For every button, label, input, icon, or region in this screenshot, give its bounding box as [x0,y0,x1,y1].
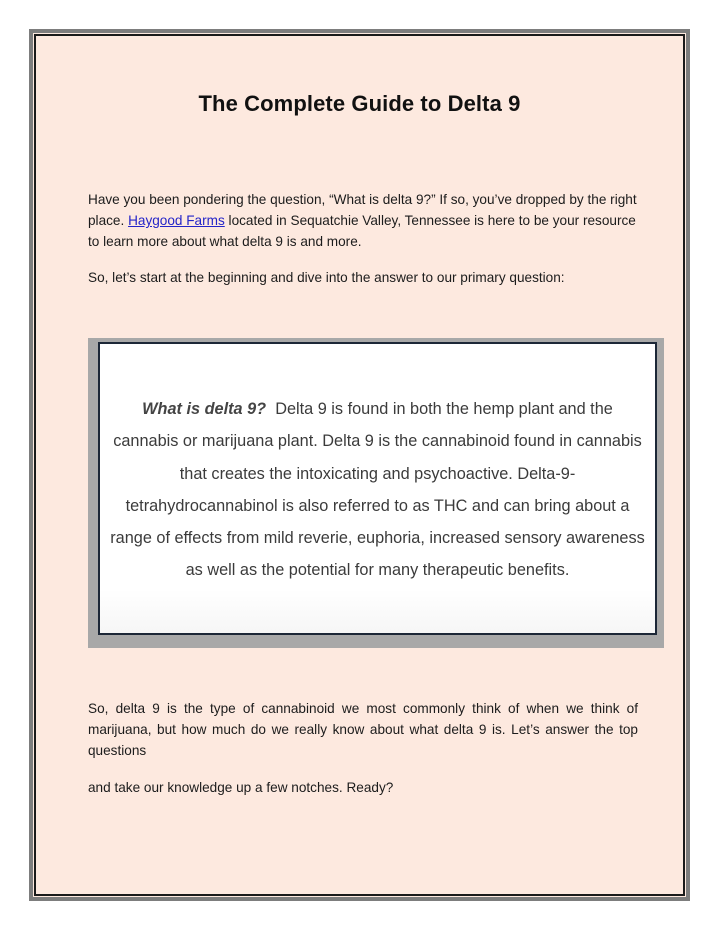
intro-paragraph [88,189,638,252]
callout-box [98,342,657,635]
callout-image-frame [88,338,664,648]
page-title: The Complete Guide to Delta 9 [198,91,521,116]
haygood-farms-link[interactable]: Haygood Farms [128,213,225,228]
callout-answer: Delta 9 is found in both the hemp plant and the cannabis or marijuana plant. Delta 9 is the cannabinoid found in cannabis that creates the intoxicating and psychoactive. Delta-9-tetrahydrocannabinol is also referred to as THC and can bring about a range of effects from mild reverie, euphoria, increased sensory awareness as well as the potential for many therapeutic benefits. [110,400,645,580]
callout-question: What is delta 9? [142,400,267,418]
closing-paragraph: and take our knowledge up a few notches. Ready? [88,780,394,795]
followup-paragraph: So, delta 9 is the type of cannabinoid we most commonly think of when we think of marijuana, but how much do we really know about what delta 9 is. Let’s answer the top questions [88,701,638,758]
page-border [34,34,685,896]
lead-in-paragraph: So, let’s start at the beginning and dive into the answer to our primary question: [88,270,565,285]
document-page [29,29,690,901]
intro-text-before-link: Have you been pondering the question, “What is delta 9?” If so, you’ve dropped by the right place. [88,192,637,228]
callout-text [110,393,645,587]
intro-text-after-link: located in Sequatchie Valley, Tennessee is here to be your resource to learn more about what delta 9 is and more. [88,213,636,249]
